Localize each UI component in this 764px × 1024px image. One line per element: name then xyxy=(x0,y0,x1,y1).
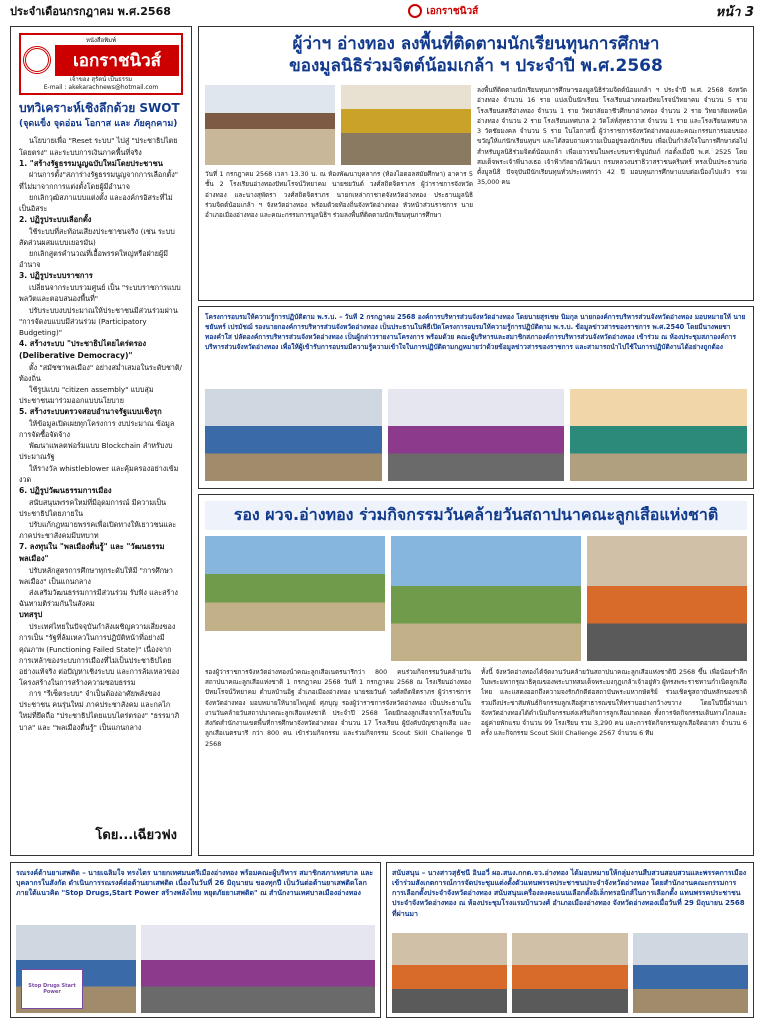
column-paragraph: เปลี่ยนจากระบบรวมศูนย์ เป็น "ระบบราชการแบบพลวัตและตอบสนองพื้นที่" xyxy=(19,283,181,304)
column-heading: 3. ปฏิรูประบบราชการ xyxy=(19,271,93,281)
column-paragraph: ใช้รูปแบบ "citizen assembly" แบบสุ่มประชาชนมาร่วมออกแบบนโยบาย xyxy=(19,384,154,406)
news-photo xyxy=(205,389,382,481)
column-paragraph: ยกเลิกวุฒิสภาแบบแต่งตั้ง และองค์กรอิสระที่ไม่เป็นอิสระ xyxy=(19,192,173,213)
news-photo xyxy=(633,933,748,1013)
news-photo xyxy=(205,85,335,165)
news-photo xyxy=(205,536,385,631)
news-photo xyxy=(341,85,471,165)
seal-icon xyxy=(408,4,422,18)
story-training xyxy=(198,306,754,489)
column-paragraph: ให้ข้อมูลเปิดเผยทุกโครงการ งบประมาณ ข้อมูลการจัดซื้อจัดจ้าง xyxy=(19,418,175,440)
column-paragraph: ยกเลิกสูตรคำนวณที่เอื้อพรรคใหญ่หรือฝ่ายผู้มีอำนาจ xyxy=(19,249,168,270)
column-paragraph: ปรับระบบงบประมาณให้ประชาชนมีส่วนร่วมผ่าน "การจัดงบแบบมีส่วนร่วม (Participatory Budgeting)" xyxy=(19,305,178,337)
seal-icon xyxy=(23,46,51,74)
news-photo xyxy=(391,536,581,661)
column-paragraph: ผ่านการตั้ง"สภาร่างรัฐธรรมนูญจากการเลือกตั้ง" ที่ไม่มาจากการแต่งตั้งโดยผู้มีอำนาจ xyxy=(19,170,179,191)
masthead xyxy=(19,33,183,95)
story-election xyxy=(386,862,754,1018)
header-logo xyxy=(408,4,478,19)
story-scholarship xyxy=(198,26,754,301)
column-paragraph: ปรับหลักสูตรการศึกษาทุกระดับให้มี "การศึกษาพลเมือง" เป็นแกนกลาง xyxy=(19,565,173,586)
header-brand: เอกราชนิวส์ xyxy=(426,5,479,17)
story-headline: รอง ผวจ.อ่างทอง ร่วมกิจกรรมวันคล้ายวันสถาปนาคณะลูกเสือแห่งชาติ xyxy=(205,501,747,530)
column-paragraph: ตั้ง "สมัชชาพลเมือง" อย่างสม่ำเสมอในระดับชาติ/ท้องถิ่น xyxy=(19,362,182,383)
masthead-brand: เอกราชนิวส์ xyxy=(55,45,179,76)
story-scouts xyxy=(198,494,754,856)
column-paragraph: ปรับแก้กฎหมายพรรคเพื่อเปิดทางให้เยาวชนและภาคประชาสังคมมีบทบาท xyxy=(19,519,177,541)
campaign-logo: Stop Drugs Start Power xyxy=(21,969,83,1009)
column-paragraph: สนับสนุนพรรคใหม่ที่มีอุดมการณ์ มีความเป็นประชาธิปไตยภายใน xyxy=(19,497,167,518)
brand-tag: หนังสือพิมพ์ xyxy=(85,37,117,44)
column-heading: 6. ปฏิรูปวัฒนธรรมการเมือง xyxy=(19,485,112,495)
news-photo xyxy=(392,933,507,1013)
column-signature: โดย...เฉียวฟง xyxy=(95,828,177,843)
masthead-email: E-mail : akekarachnews@hotmail.com xyxy=(43,83,159,91)
column-body xyxy=(19,135,183,732)
news-photo xyxy=(512,933,627,1013)
page-header xyxy=(0,0,764,22)
column-heading: 1. "สร้างรัฐธรรมนูญฉบับใหม่โดยประชาชน xyxy=(19,158,163,168)
story-anti-drugs xyxy=(10,862,381,1018)
column-paragraph: พัฒนาแพลตฟอร์มแบบ Blockchain สำหรับงบประมาณรัฐ xyxy=(19,441,173,462)
column-heading: 2. ปฏิรูประบบเลือกตั้ง xyxy=(19,215,92,225)
news-photo xyxy=(587,536,747,661)
opinion-column xyxy=(10,26,192,856)
masthead-owner: เจ้าของ สุรัตน์ เป็นธรรม xyxy=(69,75,133,83)
story-text-col-1: รองผู้ว่าราชการจังหวัดอ่างทองนำคณะลูกเสือเนตรนารีกว่า 800 คนร่วมกิจกรรมวันคล้ายวันสถาปนาคณะลูกเสือแห่งชาติ 1 กรกฎาคม 2568 วันที่ 1 กรกฎาคม 2568 ณ โรงเรียนอ่างทองปัทมโรจน์วิทยาคม ตำบลบ้านอิฐ อำเภอเมืองอ่างทอง นายชยวันต์ วงศ์สถิตจิตราภร ผู้ว่าราชการจังหวัดอ่างทอง มอบหมายให้นายไพบูลย์ ศุภบุญ รองผู้ว่าราชการจังหวัดอ่างทอง เป็นประธานในงานวันคล้ายวันสถาปนาคณะลูกเสือแห่งชาติ ประจำปี 2568 โดยมีกองลูกเสือจากโรงเรียนในสังกัดสำนักงานเขตพื้นที่การศึกษาจังหวัดอ่างทอง จำนวน 17 โรงเรียน ผู้บังคับบัญชาลูกเสือ และลูกเสือเนตรนารี กว่า 800 คน เข้าร่วมกิจกรรม และร่วมกิจกรรม Scout Skill Challenge ปี 2568 xyxy=(205,667,471,748)
news-photo xyxy=(570,389,747,481)
story-text: วันที่ 1 กรกฎาคม 2568 เวลา 13.30 น. ณ ห้องพัฒนาบุคลากร (ห้องไอดอลสมัยศึกษา) อาคาร 5 ชั้น 2 โรงเรียนอ่างทองปัทมโรจน์วิทยาคม นายชยวันต์ วงศ์สถิตจิตราภร ผู้ว่าราชการจังหวัดอ่างทอง และนางสุพัตรา วงศ์สถิตจิตราภร นายกเหล่ากาชาดจังหวัดอ่างทอง ประธานมูลนิธิร่วมจิตต์น้อมเกล้า ฯ จังหวัดอ่างทอง พร้อมด้วยท้องถิ่นจังหวัดอ่างทอง หัวหน้าส่วนราชการ นายอำเภอเมืองอ่างทอง และคณะกรรมการมูลนิธิฯ ร่วมลงพื้นที่ติดตามนักเรียนทุนการศึกษา xyxy=(205,170,473,220)
column-heading: บทสรุป xyxy=(19,610,43,620)
story-lead: สนับสนุน – นางสาวสุธัชนี อินอวี่ ผอ.สนง.กกต.จว.อ่างทอง ได้มอบหมายให้กลุ่มงานสืบสวนสอบสวนและพรรคการเมือง เข้าร่วมสังเกตการณ์การจัดประชุมแต่งตั้งตัวแทนพรรคประชาชนประจำจังหวัดอ่างทอง โดยสำนักงานคณะกรรมการการเลือกตั้งประจำจังหวัดอ่างทอง สนับสนุนเครื่องลงคะแนนเลือกตั้งอิเล็กทรอนิกส์ในการเลือกตั้ง แทนพรรคประชาชนประจำจังหวัดอ่างทอง ณ ห้องประชุมโรงแรมบ้านวงศ์ อำเภอเมืองอ่างทอง จังหวัดอ่างทองเมื่อวันที่ 29 มิถุนายน 2568 ที่ผ่านมา xyxy=(392,869,747,918)
column-paragraph: ใช้ระบบที่สะท้อนเสียงประชาชนจริง (เช่น ระบบสัดส่วนผสมแบบเยอรมัน) xyxy=(19,226,175,248)
page-number: หน้า 3 xyxy=(715,4,754,20)
story-text: ลงพื้นที่ติดตามนักเรียนทุนการศึกษาของมูลนิธิร่วมจิตต์น้อมเกล้า ฯ ประจำปี พ.ศ. 2568 จังหวัดอ่างทอง จำนวน 16 ราย แบ่งเป็นนักเรียน โรงเรียนอ่างทองปัทมโรจน์วิทยาคม จำนวน 5 ราย โรงเรียนสตรีอ่างทอง จำนวน 1 ราย วิทยาลัยอาชีวศึกษาอ่างทอง จำนวน 2 ราย วิทยาลัยเทคนิคอ่างทอง จำนวน 2 ราย โรงเรียนเทศบาล 2 วัดโล่ห์สุทธาวาส จำนวน 1 ราย และโรงเรียนเทศบาล 3 วัดชัยมงคล จำนวน 5 ราย ในโอกาสนี้ ผู้ว่าราชการจังหวัดอ่างทองและคณะกรรมการมอบของขวัญให้แก่นักเรียนทุนฯ และได้สอบถามความเป็นอยู่ของนักเรียน เพื่อเป็นกำลังใจในการศึกษาต่อไป สำหรับมูลนิธิร่วมจิตต์น้อมเกล้า เพื่อเยาวชนในพระบรมราชินูปถัมภ์ ก่อตั้งเมื่อปี พ.ศ. 2525 โดยสมเด็จพระเจ้าพี่นางเธอ เจ้าฟ้ากัลยาณิวัฒนา กรมหลวงนราธิวาสราชนครินทร์ ทรงเป็นประธานก่อตั้งมูลนิธิ ปัจจุบันมีนักเรียนทุนทั่วประเทศกว่า 42 ปี มอบทุนการศึกษาแบบต่อเนื่องไปแล้ว รวม 35,000 คน xyxy=(477,86,747,187)
news-photo xyxy=(388,389,565,481)
column-heading: 5. สร้างระบบตรวจสอบอำนาจรัฐแบบเชิงรุก xyxy=(19,407,162,417)
headline-line-2: ของมูลนิธิร่วมจิตต์น้อมเกล้า ฯ ประจำปี พ.ศ.2568 xyxy=(289,56,663,77)
news-photo xyxy=(141,925,375,1013)
column-paragraph: ให้รางวัล whistleblower และคุ้มครองอย่างเข้มงวด xyxy=(19,463,179,484)
column-paragraph: ประเทศไทยในปัจจุบันกำลังเผชิญความเสี่ยงของการเป็น "รัฐที่ล้มเหลวในการปฏิบัติหน้าที่อย่างมีคุณภาพ (Functioning Failed State)" เนื่องจากการเหล้าของระบบการเมืองที่ไม่เป็นประชาธิปไตยอย่างแท้จริง ต่อปัญหาเชิงระบบ และการล้มเหลวของโครงสร้างในการสร้างความชอบธรรม xyxy=(19,622,180,687)
column-paragraph: ส่งเสริมวัฒนธรรมการมีส่วนร่วม รับฟัง และสร้างฉันทามติร่วมกันในสังคม xyxy=(19,588,178,609)
story-lead: โครงการอบรมให้ความรู้การปฏิบัติตาม พ.ร.บ. – วันที่ 2 กรกฎาคม 2568 องค์การบริหารส่วนจังหวัดอ่างทอง โดยนายสุรเชษ นิ่มกุล นายกองค์การบริหารส่วนจังหวัดอ่างทอง มอบหมายให้ นายชยันทร์ เปรมัชฌ์ รองนายกองค์การบริหารส่วนจังหวัดอ่างทอง เป็นประธานในพิธีเปิดโครงการอบรมให้ความรู้การปฏิบัติตาม พ.ร.บ. ข้อมูลข่าวสารของราชการ พ.ศ.2540 โดยมีนางพยชา ทองคำใส ปลัดองค์การบริหารส่วนจังหวัดอ่างทอง เป็นผู้กล่าวรายงานโครงการ พร้อมด้วย คณะผู้บริหารและสมาชิกสภาองค์การบริหารส่วนจังหวัดอ่างทอง เข้าร่วม ณ ห้องประชุมสภาองค์การบริหารส่วนจังหวัดอ่างทอง เพื่อให้ผู้เข้ารับการอบรมมีความรู้ความเข้าใจในการปฏิบัติตามกฎหมายว่าด้วยข้อมูลข่าวสารของราชการ และสามารถนำไปใช้ในการปฏิบัติงานได้อย่างถูกต้อง xyxy=(205,313,746,351)
story-lead: รณรงค์ต้านยาเสพติด – นายเฉลิมใจ ทรงไตร นายกเทศมนตรีเมืองอ่างทอง พร้อมคณะผู้บริหาร สมาชิกสภาเทศบาล และบุคลากรในสังกัด ดำเนินการรณรงค์ต่อต้านยาเสพติด เนื่องในวันที่ 26 มิถุนายน ของทุกปี เป็นวันต่อต้านยาเสพติดโลก ภายใต้แนวคิด "Stop Drugs,Start Power สร้างพลังไทย หยุดภัยยาเสพติด" ณ สำนักงานเทศบาลเมืองอ่างทอง xyxy=(16,869,374,898)
headline-line-1: ผู้ว่าฯ อ่างทอง ลงพื้นที่ติดตามนักเรียนทุนการศึกษา xyxy=(292,34,660,54)
story-headline xyxy=(205,33,747,77)
column-title: บทวิเคราะห์เชิงลึกด้วย SWOT xyxy=(19,101,180,116)
column-heading: 4. สร้างระบบ "ประชาธิปไตยไตร่ตรอง (Deliberative Democracy)" xyxy=(19,339,147,360)
story-text-col-2: ทั้งนี้ จังหวัดอ่างทองได้จัดงานวันคล้ายวันสถาปนาคณะลูกเสือแห่งชาติปี 2568 ขึ้น เพื่อน้อมรำลึกในพระมหากรุณาธิคุณของพระบาทสมเด็จพระมงกุฎเกล้าเจ้าอยู่หัว ผู้ทรงพระราชทานกำเนิดลูกเสือไทย และแสดงออกถึงความจงรักภักดีต่อสถาบันพระมหากษัตริย์ ร่วมเชิดชูสถาบันหลักของชาติ รวมถึงประชาสัมพันธ์กิจกรรมลูกเสือสู่สาธารณชนให้ทราบอย่างกว้างขวาง โดยในปีนี้ผ่านมา จังหวัดอ่างทองได้ดำเนินกิจกรรมส่งเสริมกิจการลูกเสือมาตลอด ทั้งการจัดกิจกรรมเดินทางไกลและอยู่ค่ายพักแรม จำนวน 99 โรงเรียน รวม 3,290 คน และการจัดกิจกรรมลูกเสือจิตอาสา จำนวน 6 ครั้ง และกิจกรรม Scout Skill Challenge 2567 จำนวน 6 ทีม xyxy=(481,667,747,738)
column-heading: 7. ลงทุนใน "พลเมืองตื่นรู้" และ "วัฒนธรรมพลเมือง" xyxy=(19,542,165,564)
issue-date: ประจำเดือนกรกฎาคม พ.ศ.2568 xyxy=(10,5,171,18)
column-paragraph: การ "รีเซ็ตระบบ" จำเป็นต้องอาศัยพลังของประชาชน คนรุ่นใหม่ ภาคประชาสังคม และกลไกใหม่ที่ยึดถือ "ประชาธิปไตยแบบไตร่ตรอง" "ธรรมาภิบาล" และ "พลเมืองตื่นรู้" เป็นแกนกลาง xyxy=(19,689,180,732)
column-subtitle: (จุดแข็ง จุดอ่อน โอกาส และ ภัยคุกคาม) xyxy=(19,119,178,130)
column-paragraph: นโยบายเพื่อ "Reset ระบบ" ไปสู่ "ประชาธิปไตยโดยตรง" และระบบการเงินภาคพื้นที่จริง xyxy=(19,136,178,157)
